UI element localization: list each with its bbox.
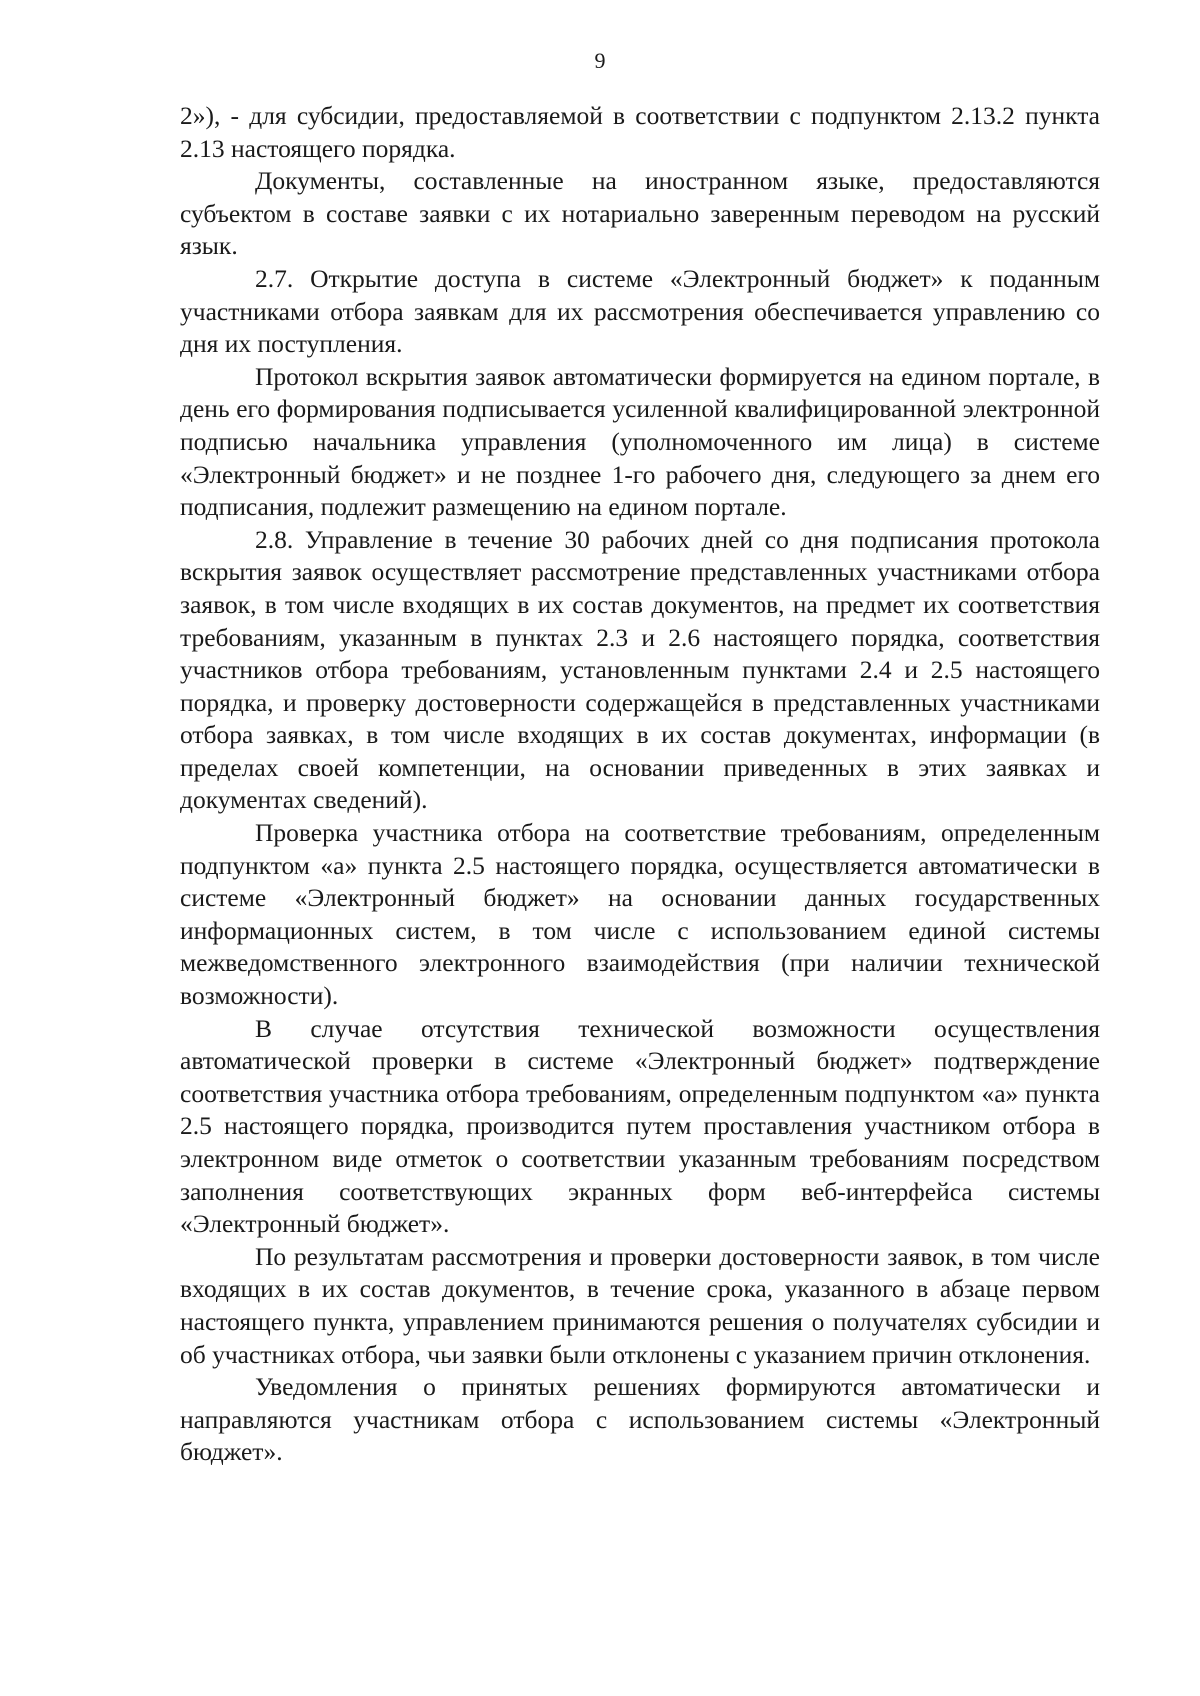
paragraph-2-7-access: 2.7. Открытие доступа в системе «Электронный бюджет» к поданным участниками отбора заявкам для их рассмотрения обеспечивается управлению со дня их поступления. <box>180 263 1100 359</box>
paragraph-foreign-documents: Документы, составленные на иностранном языке, предоставляются субъектом в составе заявки с их нотариально заверенным переводом на русский язык. <box>180 166 1100 261</box>
paragraph-review-decisions: По результатам рассмотрения и проверки достоверности заявок, в том числе входящих в их состав документов, в течение срока, указанного в абзаце первом настоящего пункта, управлением принимаются решения о получателях субсидии и об участниках отбора, чьи заявки были отклонены с указанием причин отклонения. <box>180 1241 1100 1369</box>
paragraph-manual-confirmation: В случае отсутствия технической возможности осуществления автоматической проверки в системе «Электронный бюджет» подтверждение соответствия участника отбора требованиям, определенным подпунктом «а» пункта 2.5 настоящего порядка, производится путем проставления участником отбора в электронном виде отметок о соответствии указанным требованиям посредством заполнения соответствующих экранных форм веб-интерфейса системы «Электронный бюджет». <box>180 1013 1100 1239</box>
paragraph-opening-protocol: Протокол вскрытия заявок автоматически формируется на едином портале, в день его формирования подписывается усиленной квалифицированной электронной подписью начальника управления (уполномоченного им лица) в системе «Электронный бюджет» и не позднее 1-го рабочего дня, следующего за днем его подписания, подлежит размещению на едином портале. <box>180 361 1100 522</box>
paragraph-continuation: 2»), - для субсидии, предоставляемой в соответствии с подпунктом 2.13.2 пункта 2.13 настоящего порядка. <box>180 101 1100 163</box>
paragraph-2-8-review: 2.8. Управление в течение 30 рабочих дней со дня подписания протокола вскрытия заявок осуществляет рассмотрение представленных участниками отбора заявок, в том числе входящих в их состав документов, на предмет их соответствия требованиям, указанным в пунктах 2.3 и 2.6 настоящего порядка, соответствия участников отбора требованиям, установленным пунктами 2.4 и 2.5 настоящего порядка, и проверку достоверности содержащейся в представленных участниками отбора заявках, в том числе входящих в их состав документах, информации (в пределах своей компетенции, на основании приведенных в этих заявках и документах сведений). <box>180 524 1100 815</box>
paragraph-participant-check: Проверка участника отбора на соответствие требованиям, определенным подпунктом «а» пункта 2.5 настоящего порядка, осуществляется автоматически в системе «Электронный бюджет» на основании данных государственных информационных систем, в том числе с использованием единой системы межведомственного электронного взаимодействия (при наличии технической возможности). <box>180 818 1100 1011</box>
document-body <box>180 100 1100 1469</box>
paragraph-notifications: Уведомления о принятых решениях формируются автоматически и направляются участникам отбора с использованием системы «Электронный бюджет». <box>180 1372 1100 1467</box>
page-number: 9 <box>594 48 606 73</box>
